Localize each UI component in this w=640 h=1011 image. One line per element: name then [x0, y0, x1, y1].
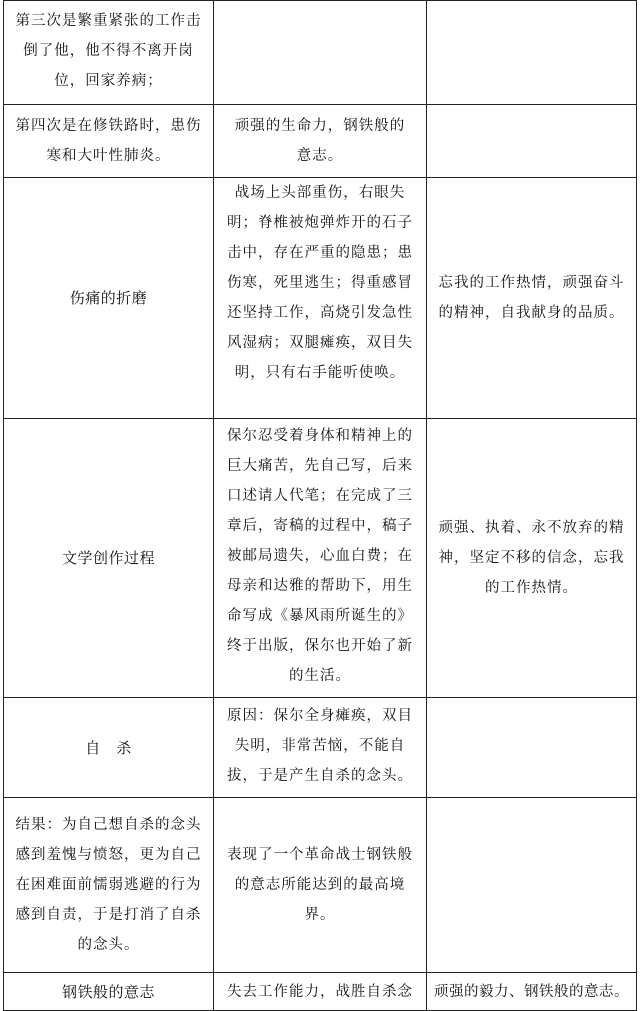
table-cell-r3c2	[214, 178, 426, 388]
row-heading: 文学创作过程	[61, 549, 155, 567]
cell-text: 结果：为自己想自杀的念头感到羞愧与愤怒，更为自己在困难面前懦弱逃避的行为感到自责，于是打消了自杀的念头。	[15, 817, 202, 953]
table-cell-r3c1	[4, 178, 213, 418]
table-cell-r7c1	[4, 973, 213, 1010]
cell-text: 战场上头部重伤，右眼失明；脊椎被炮弹炸开的石子击中，存在严重的隐患；患伤寒，死里逃生；得重感冒还坚持工作，高烧引发急性风湿病；双腿瘫痪，双目失明，只有右手能听使唤。	[227, 185, 413, 381]
table-cell-r3c3	[427, 178, 636, 418]
table-cell-r7c2	[214, 973, 426, 1010]
table-cell-r5c1	[4, 698, 213, 797]
cell-text: 忘我的工作热情，顽强奋斗的精神，自我献身的品质。	[438, 275, 625, 321]
cell-text: 顽强的毅力、钢铁般的意志。	[434, 983, 629, 1000]
table-cell-r1c1	[4, 6, 213, 96]
cell-text: 顽强的生命力，钢铁般的意志。	[234, 118, 406, 164]
row-heading: 自 杀	[85, 738, 132, 757]
table-cell-r4c3	[427, 419, 636, 697]
cell-text: 表现了一个革命战士钢铁般的意志所能达到的最高境界。	[227, 847, 413, 923]
table-cell-r4c1	[4, 419, 213, 697]
cell-text: 保尔忍受着身体和精神上的巨大痛苦，先自己写，后来口述请人代笔；在完成了三章后，寄稿的过程中，稿子被邮局遗失，心血白费；在母亲和达雅的帮助下，用生命写成《暴风雨所诞生的》终于出版，保尔也开始了新的生活。	[227, 428, 413, 684]
table-cell-r5c2	[214, 701, 426, 791]
cell-text: 原因：保尔全身瘫痪，双目失明，非常苦恼，不能自拔，于是产生自杀的念头。	[227, 708, 413, 784]
table-cell-r6c2	[214, 798, 426, 972]
table-cell-r2c2	[214, 111, 426, 171]
cell-text: 顽强、执着、永不放弃的精神，坚定不移的信念，忘我的工作热情。	[438, 520, 625, 596]
cell-text: 第四次是在修铁路时，患伤寒和大叶性肺炎。	[15, 118, 202, 164]
table-cell-r4c2	[214, 421, 426, 691]
table-cell-r6c1	[4, 798, 213, 972]
table-cell-r7c3	[427, 973, 636, 1010]
cell-text: 失去工作能力，战胜自杀念	[227, 983, 413, 1000]
row-heading: 钢铁般的意志	[61, 982, 155, 1001]
cell-text: 第三次是繁重紧张的工作击倒了他，他不得不离开岗位，回家养病；	[15, 13, 202, 89]
row-heading: 伤痛的折磨	[69, 289, 148, 307]
table-cell-r2c1	[4, 111, 213, 171]
